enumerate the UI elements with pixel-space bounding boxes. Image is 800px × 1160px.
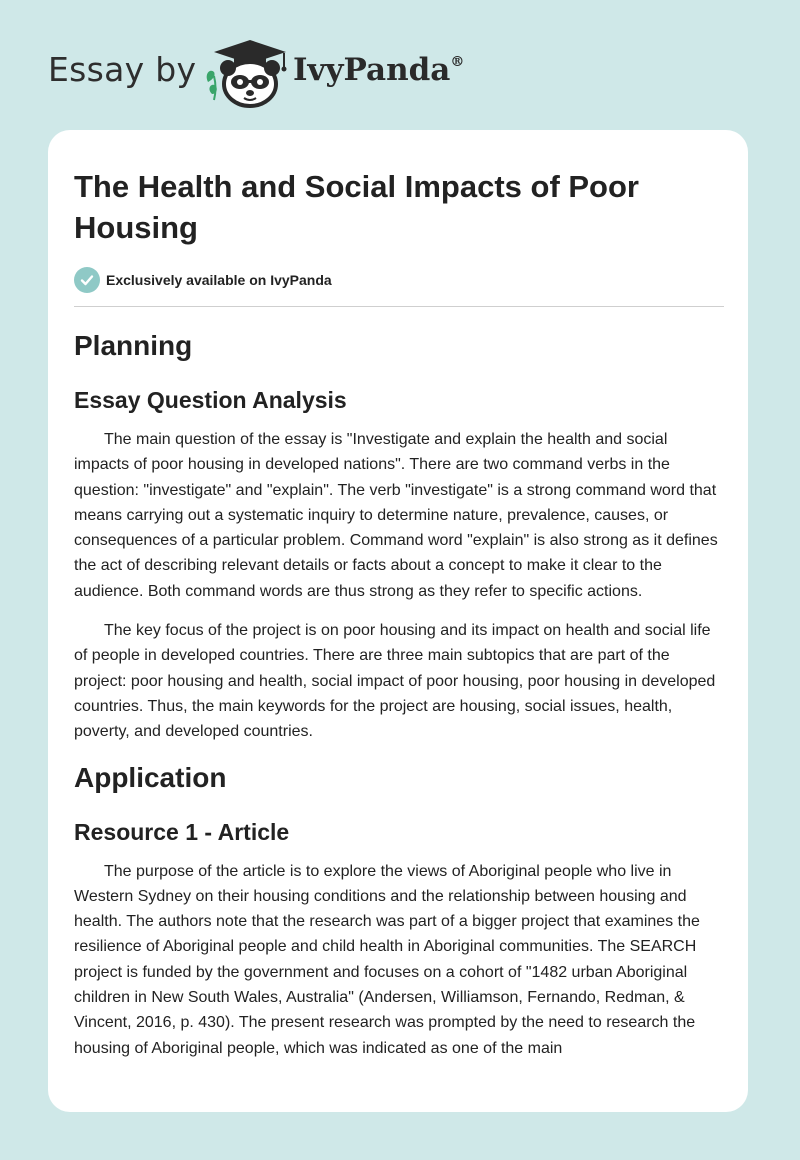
section-heading-application: Application xyxy=(74,761,227,793)
registered-mark: ® xyxy=(450,54,465,70)
panda-graduate-logo-icon xyxy=(200,36,296,108)
essay-card xyxy=(48,130,748,1112)
subheading-essay-question-analysis: Essay Question Analysis xyxy=(74,387,347,413)
essay-content xyxy=(74,130,724,1061)
essay-by-label: Essay by xyxy=(48,50,197,89)
title-divider xyxy=(74,306,724,307)
subheading-resource-1-article: Resource 1 - Article xyxy=(74,818,290,845)
brand-name-text: IvyPanda xyxy=(293,52,451,88)
ivypanda-brand xyxy=(293,52,464,88)
paragraph: The main question of the essay is "Investigate and explain the health and social impacts of poor housing in developed nations". There are two command verbs in the question: "investigate" and "explain". The verb "investigate" is a strong command word that means carrying out a systematic inquiry to determine nature, prevalence, causes, or consequences of a particular problem. Command word "explain" is also strong as it defines the act of describing relevant details or facts about a concept to make it clear to the audience. Both command words are thus strong as they refer to specific actions. xyxy=(74,431,718,600)
site-header xyxy=(0,0,800,130)
exclusive-badge xyxy=(74,266,724,294)
paragraph: The key focus of the project is on poor housing and its impact on health and social life of people in developed countries. There are three main subtopics that are part of the project: poor housing and health, social impact of poor housing, poor housing in developed countries. Thus, the main keywords for the project are housing, social issues, health, poverty, and developed countries. xyxy=(74,622,716,741)
essay-title: The Health and Social Impacts of Poor Housing xyxy=(74,169,639,245)
paragraph: The purpose of the article is to explore the views of Aboriginal people who live in Western Sydney on their housing conditions and the relationship between housing and health. The authors note that the research was part of a bigger project that examines the resilience of Aboriginal people and child health in Aboriginal communities. The SEARCH project is funded by the government and focuses on a cohort of "1482 urban Aboriginal children in New South Wales, Australia" (Andersen, Williamson, Fernando, Redman, & Vincent, 2016, p. 430). The present research was prompted by the need to research the housing of Aboriginal people, which was indicated as one of the main xyxy=(74,862,700,1057)
section-heading-planning: Planning xyxy=(74,330,193,361)
check-icon xyxy=(74,267,100,293)
exclusive-label: Exclusively available on IvyPanda xyxy=(106,272,332,288)
